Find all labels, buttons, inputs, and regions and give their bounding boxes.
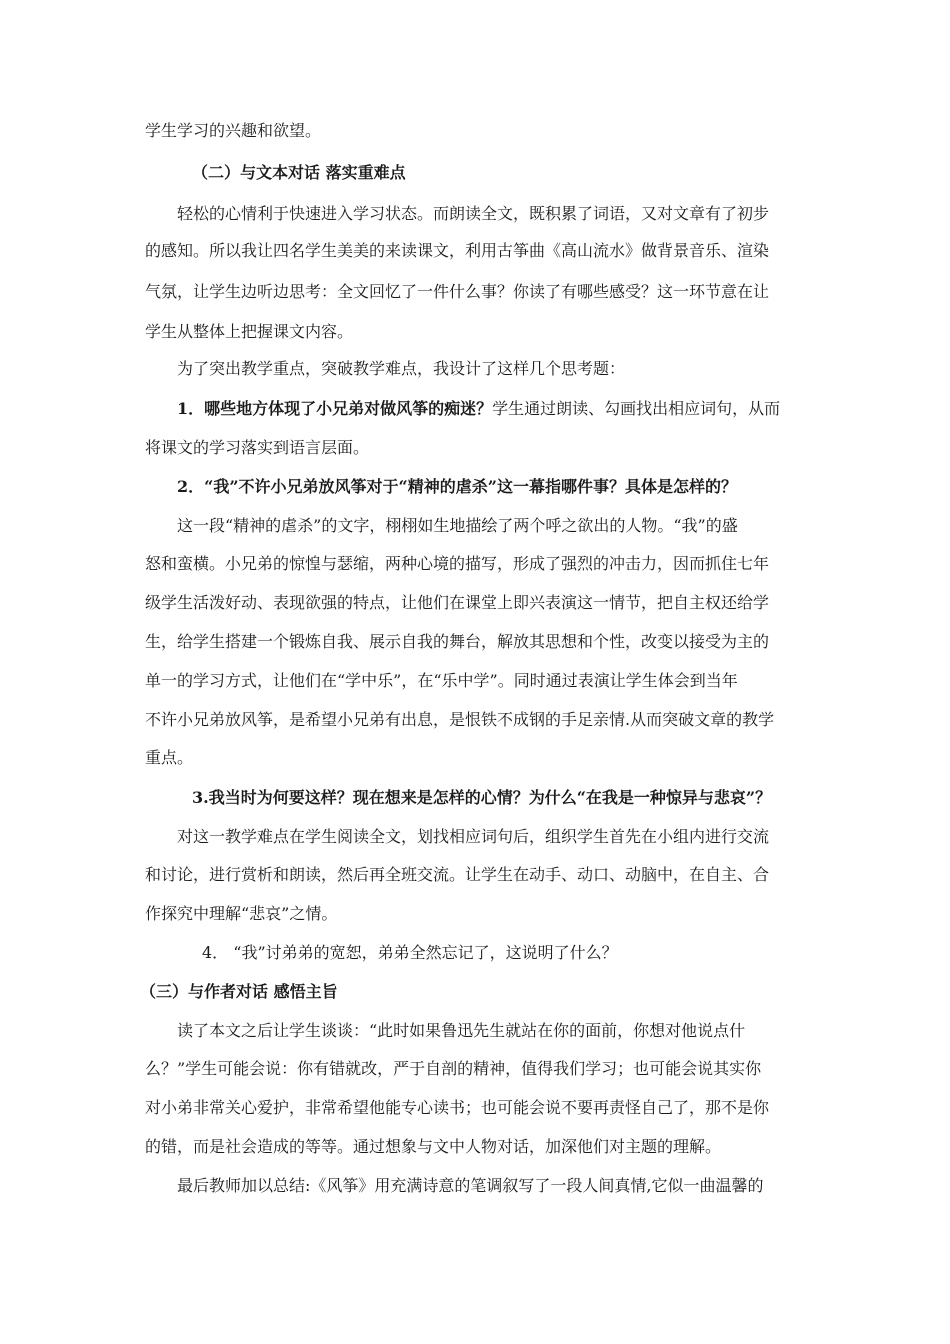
text-line: 和讨论，进行赏析和朗读，然后再全班交流。让学生在动手、动口、动脑中，在自主、合 (145, 865, 770, 884)
text-line: 轻松的心情利于快速进入学习状态。而朗读全文，既积累了词语，又对文章有了初步 (177, 204, 770, 223)
text-line: 的错，而是社会造成的等等。通过想象与文中人物对话，加深他们对主题的理解。 (145, 1137, 722, 1156)
text-line: 学生学习的兴趣和欲望。 (145, 121, 322, 140)
text-line: 读了本文之后让学生谈谈：“此时如果鲁迅先生就站在你的面前，你想对他说点什 (177, 1021, 746, 1040)
text-line: 对这一教学难点在学生阅读全文，划找相应词句后，组织学生首先在小组内进行交流 (177, 827, 770, 846)
text-line: 对小弟非常关心爱护，非常希望他能专心读书；也可能会说不要再责怪自己了，那不是你 (145, 1098, 770, 1117)
text-line: 不许小兄弟放风筝，是希望小兄弟有出息，是恨铁不成钢的手足亲情.从而突破文章的教学 (145, 710, 775, 729)
text-line: 作探究中理解“悲哀”之情。 (145, 904, 338, 923)
text-line: 为了突出教学重点，突破教学难点，我设计了这样几个思考题： (177, 359, 626, 378)
question-heading: 3.我当时为何要这样？现在想来是怎样的心情？为什么“在我是一种惊异与悲哀”？ (192, 788, 772, 807)
question-line: 4． “我”讨弟弟的宽恕，弟弟全然忘记了，这说明了什么？ (202, 943, 618, 962)
text-line: 怒和蛮横。小兄弟的惊惶与瑟缩，两种心境的描写，形成了强烈的冲击力，因而抓住七年 (145, 554, 770, 573)
text-line: 级学生活泼好动、表现欲强的特点，让他们在课堂上即兴表演这一情节，把自主权还给学 (145, 593, 770, 612)
text-line: 这一段“精神的虐杀”的文字，栩栩如生地描绘了两个呼之欲出的人物。“我”的盛 (177, 516, 738, 535)
question-bold-text: 1．哪些地方体现了小兄弟对做风筝的痴迷？ (177, 399, 493, 418)
text-line: 单一的学习方式，让他们在“学中乐”，在“乐中学”。同时通过表演让学生体会到当年 (145, 671, 738, 690)
text-line: 学生从整体上把握课文内容。 (145, 322, 354, 341)
text-line: 最后教师加以总结:《风筝》用充满诗意的笔调叙写了一段人间真情,它似一曲温馨的 (177, 1176, 764, 1195)
question-rest-text: 学生通过朗读、勾画找出相应词句，从而 (492, 399, 781, 418)
text-line: 的感知。所以我让四名学生美美的来读课文，利用古筝曲《高山流水》做背景音乐、渲染 (145, 241, 770, 260)
text-line: 么？”学生可能会说：你有错就改，严于自剖的精神，值得我们学习；也可能会说其实你 (145, 1059, 762, 1078)
text-line: 气氛，让学生边听边思考：全文回忆了一件什么事？你读了有哪些感受？这一环节意在让 (145, 282, 770, 301)
question-line (177, 398, 810, 420)
section-heading: （二）与文本对话 落实重难点 (192, 163, 406, 182)
text-line: 重点。 (145, 748, 194, 767)
section-heading: （三）与作者对话 感悟主旨 (140, 982, 338, 1001)
text-line: 将课文的学习落实到语言层面。 (145, 438, 370, 457)
text-line: 生，给学生搭建一个锻炼自我、展示自我的舞台，解放其思想和个性，改变以接受为主的 (145, 632, 770, 651)
question-heading: 2．“我”不许小兄弟放风筝对于“精神的虐杀”这一幕指哪件事？具体是怎样的？ (177, 477, 737, 496)
